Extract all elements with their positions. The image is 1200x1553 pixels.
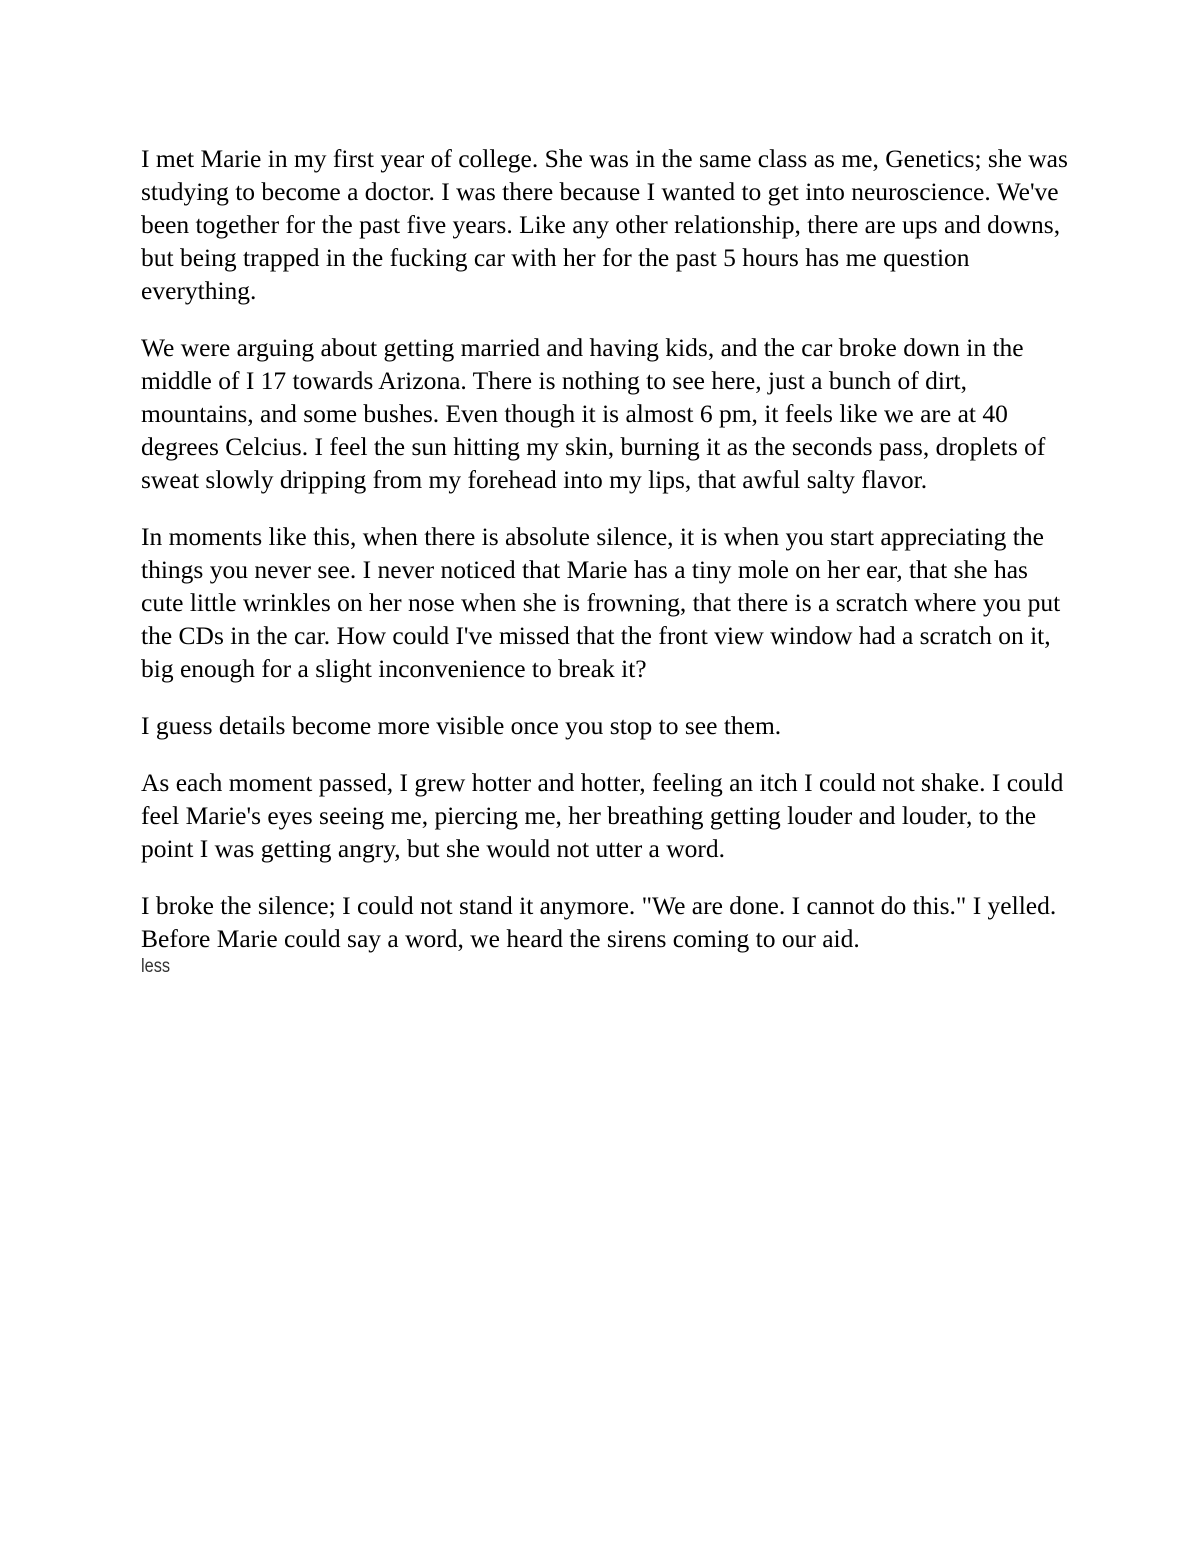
paragraph-ending: I broke the silence; I could not stand it anymore. "We are done. I cannot do this." I yelled. Before Marie could say a word, we heard the sirens coming to our aid. xyxy=(141,891,1057,953)
paragraph-heat: As each moment passed, I grew hotter and hotter, feeling an itch I could not shake. I could feel Marie's eyes seeing me, piercing me, her breathing getting louder and louder, to the point I was getting angry, but she would not utter a word. xyxy=(141,768,1064,863)
paragraph-details: I guess details become more visible once you stop to see them. xyxy=(141,711,782,740)
paragraph-car-breakdown: We were arguing about getting married and having kids, and the car broke down in the middle of I 17 towards Arizona. There is nothing to see here, just a bunch of dirt, mountains, and some bushes. Even though it is almost 6 pm, it feels like we are at 40 degrees Celcius. I feel the sun hitting my skin, burning it as the seconds pass, droplets of sweat slowly dripping from my forehead into my lips, that awful salty flavor. xyxy=(141,333,1046,494)
paragraph-silence: In moments like this, when there is absolute silence, it is when you start appreciating the things you never see. I never noticed that Marie has a tiny mole on her ear, that she has cute little wrinkles on her nose when she is frowning, that there is a scratch where you put the CDs in the car. How could I've missed that the front view window had a scratch on it, big enough for a slight inconvenience to break it? xyxy=(141,522,1061,683)
paragraph-college: I met Marie in my first year of college. She was in the same class as me, Genetics; she was studying to become a doctor. I was there because I wanted to get into neuroscience. We've been together for the past five years. Like any other relationship, there are ups and downs, but being trapped in the fucking car with her for the past 5 hours has me question everything. xyxy=(141,144,1068,305)
trailing-note: less xyxy=(141,956,171,977)
document-body xyxy=(141,142,1071,979)
